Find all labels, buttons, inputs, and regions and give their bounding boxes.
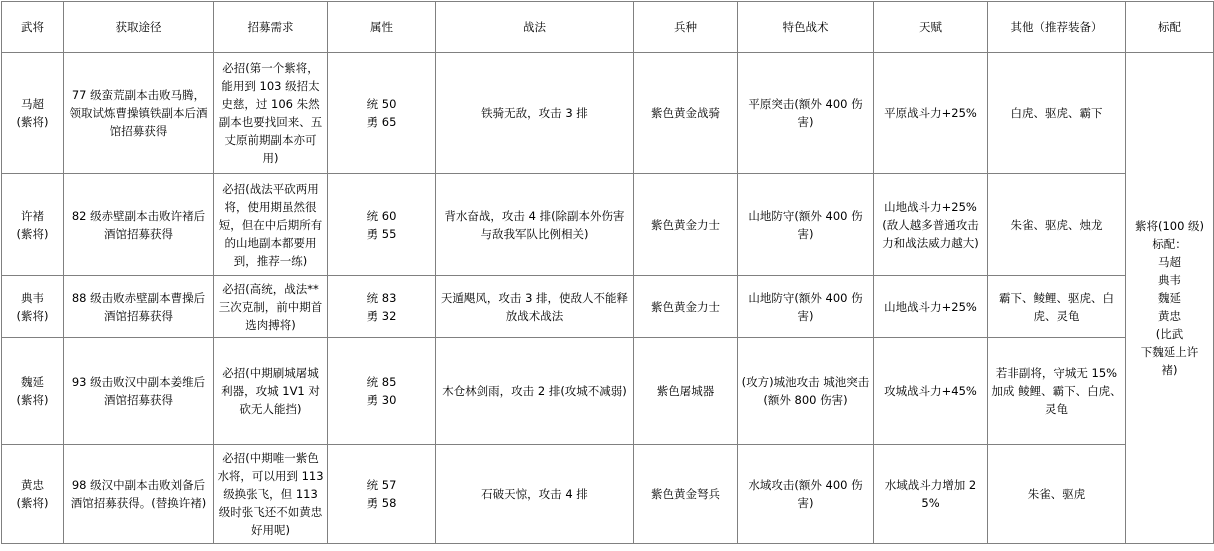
stat-valor: 勇 58 <box>366 496 397 510</box>
header-tactic: 战法 <box>436 2 634 53</box>
general-rank: (紫将) <box>16 115 49 129</box>
standard-line: 马超 <box>1158 255 1181 269</box>
source-cell: 82 级赤壁副本击败许褚后酒馆招募获得 <box>64 174 214 276</box>
troop-cell: 紫色屠城器 <box>634 338 738 445</box>
stats-cell <box>328 276 436 338</box>
table-row <box>2 174 1214 276</box>
standard-line: 褚) <box>1161 363 1178 377</box>
generals-table <box>1 1 1214 544</box>
header-troop: 兵种 <box>634 2 738 53</box>
tactic-cell: 天遁飓风，攻击 3 排，使敌人不能释放战术战法 <box>436 276 634 338</box>
special-cell: 山地防守(额外 400 伤害) <box>738 174 874 276</box>
special-cell: 水域攻击(额外 400 伤害) <box>738 445 874 544</box>
special-cell: 平原突击(额外 400 伤害) <box>738 53 874 174</box>
standard-line: 标配： <box>1152 237 1187 251</box>
table-row <box>2 445 1214 544</box>
general-cell <box>2 338 64 445</box>
requirement-cell: 必招(中期唯一紫色水将，可以用到 113 级换张飞，但 113 级时张飞还不如黄忠好用呢) <box>214 445 328 544</box>
general-cell <box>2 276 64 338</box>
header-stats: 属性 <box>328 2 436 53</box>
troop-cell: 紫色黄金力士 <box>634 276 738 338</box>
requirement-cell: 必招(第一个紫将，能用到 103 级招太史慈，过 106 朱然副本也要找回来、五丈原前期副本亦可用) <box>214 53 328 174</box>
header-requirement: 招募需求 <box>214 2 328 53</box>
tactic-cell: 铁骑无敌，攻击 3 排 <box>436 53 634 174</box>
table-row <box>2 53 1214 174</box>
header-source: 获取途径 <box>64 2 214 53</box>
general-rank: (紫将) <box>16 496 49 510</box>
equipment-cell: 朱雀、驱虎、烛龙 <box>988 174 1126 276</box>
special-cell: 山地防守(额外 400 伤害) <box>738 276 874 338</box>
standard-line: (比武 <box>1155 327 1184 341</box>
header-standard: 标配 <box>1126 2 1214 53</box>
stat-command: 统 60 <box>366 208 397 223</box>
standard-line: 黄忠 <box>1158 309 1181 323</box>
stat-valor: 勇 30 <box>366 393 397 407</box>
table-row <box>2 276 1214 338</box>
stat-valor: 勇 32 <box>366 308 397 323</box>
equipment-cell: 白虎、驱虎、霸下 <box>988 53 1126 174</box>
talent-cell: 山地战斗力+25%(敌人越多普通攻击力和战法威力越大) <box>874 174 988 276</box>
talent-cell: 平原战斗力+25% <box>874 53 988 174</box>
header-general: 武将 <box>2 2 64 53</box>
general-name: 许褚 <box>21 208 44 223</box>
general-rank: (紫将) <box>16 308 49 323</box>
source-cell: 93 级击败汉中副本姜维后酒馆招募获得 <box>64 338 214 445</box>
general-name: 魏延 <box>21 375 44 389</box>
source-cell: 98 级汉中副本击败刘备后酒馆招募获得。(替换许褚) <box>64 445 214 544</box>
standard-line: 下魏延上许 <box>1140 345 1199 359</box>
stats-cell <box>328 445 436 544</box>
tactic-cell: 木仓林剑雨，攻击 2 排(攻城不减弱) <box>436 338 634 445</box>
general-rank: (紫将) <box>16 226 49 241</box>
special-cell: (攻方)城池攻击 城池突击(额外 800 伤害) <box>738 338 874 445</box>
header-row <box>2 2 1214 53</box>
stats-cell <box>328 338 436 445</box>
stat-valor: 勇 55 <box>366 226 397 241</box>
general-cell <box>2 53 64 174</box>
troop-cell: 紫色黄金战骑 <box>634 53 738 174</box>
tactic-cell: 石破天惊，攻击 4 排 <box>436 445 634 544</box>
requirement-cell: 必招(高统，战法**三次克制，前中期首选肉搏将) <box>214 276 328 338</box>
stat-command: 统 83 <box>366 290 397 305</box>
requirement-cell: 必招(战法平砍两用将，使用期虽然很短，但在中后期所有的山地副本都要用到，推荐一练) <box>214 174 328 276</box>
general-rank: (紫将) <box>16 393 49 407</box>
stat-command: 统 57 <box>366 478 397 492</box>
equipment-cell: 朱雀、驱虎 <box>988 445 1126 544</box>
equipment-cell: 若非副将，守城无 15%加成 鲮鲤、霸下、白虎、灵龟 <box>988 338 1126 445</box>
standard-line: 魏延 <box>1158 291 1181 305</box>
tactic-cell: 背水奋战，攻击 4 排(除副本外伤害与敌我军队比例相关) <box>436 174 634 276</box>
standard-cell <box>1126 53 1214 544</box>
talent-cell: 水域战斗力增加 25% <box>874 445 988 544</box>
stats-cell <box>328 53 436 174</box>
general-name: 马超 <box>21 97 44 111</box>
requirement-cell: 必招(中期刷城屠城利器，攻城 1V1 对砍无人能挡) <box>214 338 328 445</box>
source-cell: 88 级击败赤壁副本曹操后酒馆招募获得 <box>64 276 214 338</box>
header-talent: 天赋 <box>874 2 988 53</box>
standard-line: 典韦 <box>1158 273 1181 287</box>
talent-cell: 山地战斗力+25% <box>874 276 988 338</box>
header-special: 特色战术 <box>738 2 874 53</box>
stat-command: 统 50 <box>366 97 397 111</box>
standard-line: 紫将(100 级) <box>1134 219 1205 233</box>
stats-cell <box>328 174 436 276</box>
stat-valor: 勇 65 <box>366 115 397 129</box>
general-cell <box>2 174 64 276</box>
talent-cell: 攻城战斗力+45% <box>874 338 988 445</box>
general-name: 典韦 <box>21 290 44 305</box>
source-cell: 77 级蛮荒副本击败马腾，领取试炼曹操镇铁副本后酒馆招募获得 <box>64 53 214 174</box>
equipment-cell: 霸下、鲮鲤、驱虎、白虎、灵龟 <box>988 276 1126 338</box>
table-row <box>2 338 1214 445</box>
troop-cell: 紫色黄金弩兵 <box>634 445 738 544</box>
header-equipment: 其他（推荐装备） <box>988 2 1126 53</box>
general-name: 黄忠 <box>21 478 44 492</box>
troop-cell: 紫色黄金力士 <box>634 174 738 276</box>
general-cell <box>2 445 64 544</box>
stat-command: 统 85 <box>366 375 397 389</box>
